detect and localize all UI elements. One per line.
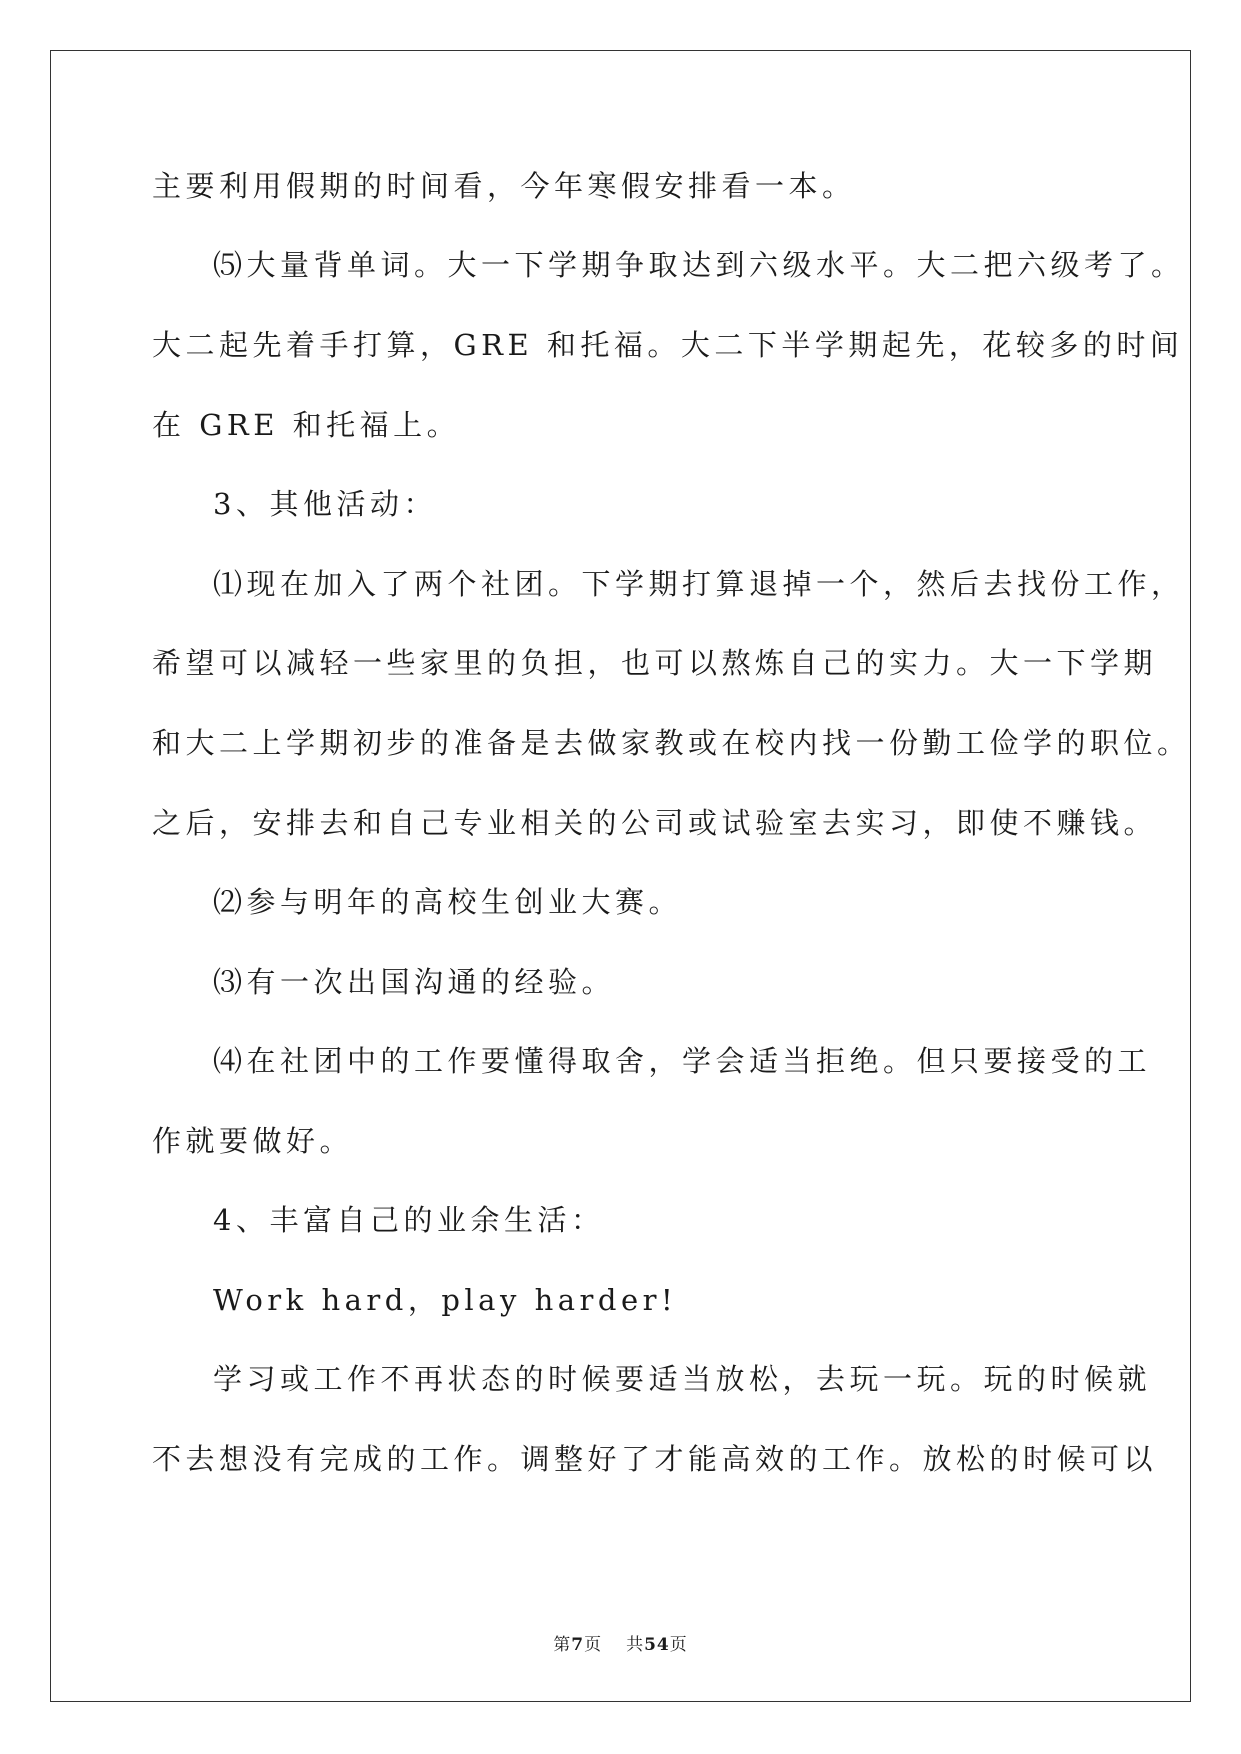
text-line: ⑶有一次出国沟通的经验。 — [213, 965, 616, 999]
text-line: 不去想没有完成的工作。调整好了才能高效的工作。放松的时候可以 — [152, 1442, 1158, 1476]
text-line: 希望可以减轻一些家里的负担，也可以熬炼自己的实力。大一下学期 — [152, 646, 1158, 680]
text-line: 和大二上学期初步的准备是去做家教或在校内找一份勤工俭学的职位。 — [152, 726, 1191, 760]
section-heading: 4、丰富自己的业余生活： — [213, 1203, 605, 1237]
page-total: 54 — [644, 1635, 670, 1655]
page-prefix: 第 — [553, 1635, 572, 1655]
page-current: 7 — [571, 1635, 585, 1655]
text-line: ⑵参与明年的高校生创业大赛。 — [213, 885, 683, 919]
page-suffix: 页 — [584, 1635, 603, 1655]
text-line: Work hard，play harder! — [213, 1283, 678, 1317]
text-line: ⑸大量背单词。大一下学期争取达到六级水平。大二把六级考了。 — [213, 248, 1185, 282]
total-suffix: 页 — [669, 1635, 688, 1655]
text-line: ⑷在社团中的工作要懂得取舍，学会适当拒绝。但只要接受的工 — [213, 1044, 1152, 1078]
text-line: 学习或工作不再状态的时候要适当放松，去玩一玩。玩的时候就 — [213, 1362, 1152, 1396]
text-line: 在 GRE 和托福上。 — [152, 408, 461, 442]
page-footer — [0, 1630, 1241, 1655]
text-line: ⑴现在加入了两个社团。下学期打算退掉一个，然后去找份工作， — [213, 567, 1185, 601]
total-prefix: 共 — [626, 1635, 645, 1655]
text-line: 作就要做好。 — [152, 1124, 354, 1158]
text-line: 主要利用假期的时间看，今年寒假安排看一本。 — [152, 169, 856, 203]
section-heading: 3、其他活动： — [213, 487, 437, 521]
text-line: 大二起先着手打算，GRE 和托福。大二下半学期起先，花较多的时间 — [152, 328, 1184, 362]
text-line: 之后，安排去和自己专业相关的公司或试验室去实习，即使不赚钱。 — [152, 806, 1158, 840]
